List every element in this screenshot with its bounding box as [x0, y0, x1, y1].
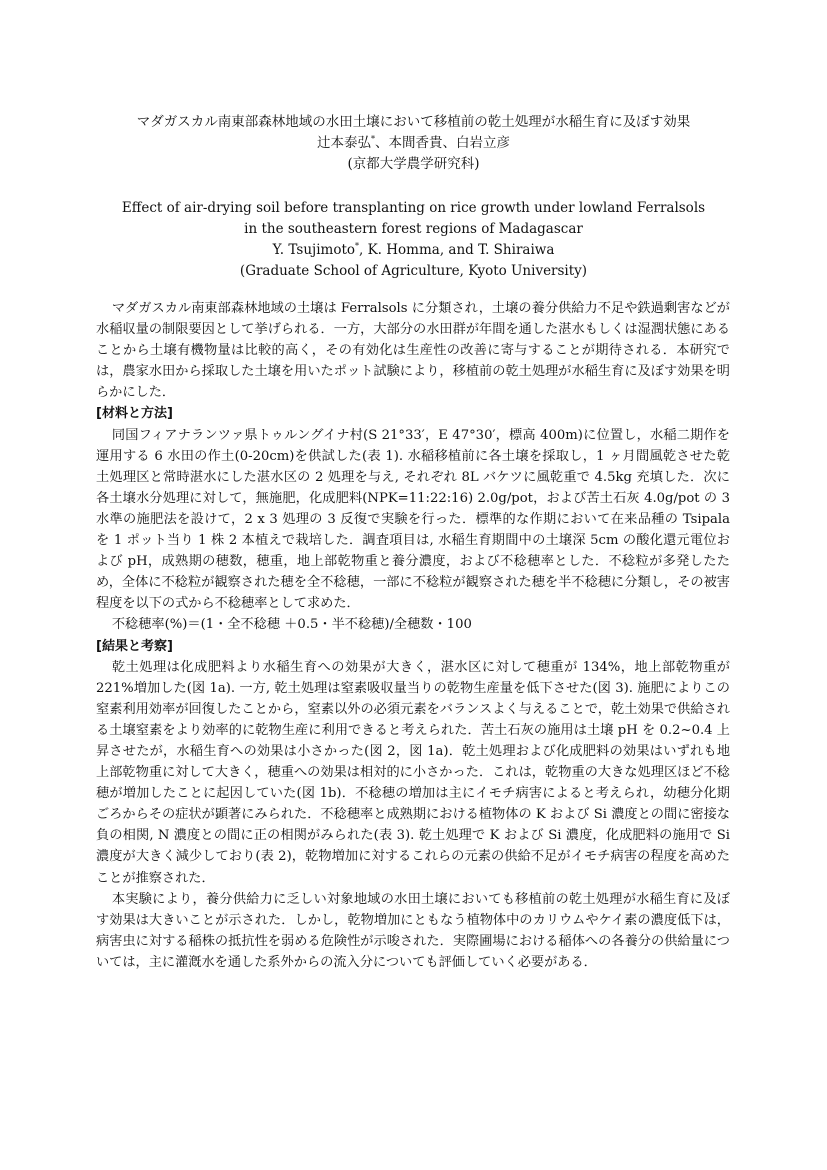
methods-heading: [材料と方法] — [96, 406, 173, 422]
sterility-formula: 不稔穂率(%)＝(1・全不稔穂 ＋0.5・半不稔穂)/全穂数・100 — [111, 617, 472, 633]
paper-body — [96, 298, 730, 973]
english-title-line-1: Effect of air-drying soil before transplanting on rice growth under lowland Ferralsols — [121, 200, 706, 216]
results-paragraph-2: 本実験により，養分供給力に乏しい対象地域の水田土壌においても移植前の乾土処理が水稲生育に及ぼす効果は大きいことが示された．しかし，乾物増加にともなう植物体中のカリウムやケイ素の濃度低下は，病害虫に対する稲株の抵抗性を弱める危険性が示唆された．実際圃場における稲体への各養分の供給量については，主に灌漑水を通した系外からの流入分についても評価していく必要がある． — [96, 891, 730, 970]
japanese-authors — [60, 133, 767, 154]
results-heading: [結果と考察] — [96, 638, 173, 654]
coauthors-en: , K. Homma, and T. Shiraiwa — [359, 242, 555, 258]
results-paragraph-1: 乾土処理は化成肥料より水稲生育への効果が大きく，湛水区に対して穂重が 134%，地上部乾物重が 221%増加した(図 1a). 一方, 乾土処理は窒素吸収量当りの乾物生産量を低下させた(図 3). 施肥によりこの窒素利用効率が回復したことから，窒素以外の必須元素をバランスよく与えることで，乾土効果で供給される土壌窒素をより効率的に乾物生産に利用できると考えられた．苦土石灰の施用は土壌 pH を 0.2~0.4 上昇させたが，水稲生育への効果は小さかった(図 2，図 1a)．乾土処理および化成肥料の効果はいずれも地上部乾物重に対して大きく，穂重への効果は相対的に小さかった．これは，乾物重の大きな処理区ほど不稔穂が増加したことに起因していた(図 1b)．不稔穂の増加は主にイモチ病害によると考えられ，幼穂分化期ごろからその症状が顕著にみられた．不稔穂率と成熟期における植物体の K および Si 濃度との間に密接な負の相関, N 濃度との間に正の相関がみられた(表 3). 乾土処理で K および Si 濃度，化成肥料の施用で Si 濃度が大きく減少しており(表 2)，乾物増加に対するこれらの元素の供給不足がイモチ病害の程度を高めたことが推察された． — [96, 659, 730, 886]
methods-paragraph: 同国フィアナランツァ県トゥルングイナ村(S 21°33′，E 47°30′，標高 400m)に位置し，水稲二期作を運用する 6 水田の作土(0-20cm)を供試した(表 1). 水稲移植前に各土壌を採取し，1 ヶ月間風乾させた乾土処理区と常時湛水にした湛水区の 2 処理を与え, それぞれ 8L バケツに風乾重で 4.5kg 充填した．次に各土壌水分処理に対して，無施肥，化成肥料(NPK=11:22:16) 2.0g/pot，および苦土石灰 4.0g/pot の 3 水準の施肥法を設けて，2 x 3 処理の 3 反復で実験を行った．標準的な作期において在来品種の Tsipala を 1 ポット当り 1 株 2 本植えで栽培した．調査項目は, 水稲生育期間中の土壌深 5cm の酸化還元電位および pH，成熟期の穂数，穂重，地上部乾物重と養分濃度，および不稔穂率とした．不稔粒が多発したため，全体に不稔粒が観察された穂を全不稔穂，一部に不稔粒が観察された穂を半不稔穂に分類し，その被害程度を以下の式から不稔穂率として求めた． — [96, 427, 730, 612]
coauthors-jp: 、本間香貴、白岩立彦 — [375, 135, 510, 151]
corresponding-mark-en: * — [355, 241, 360, 251]
english-header — [60, 198, 767, 282]
japanese-header — [60, 112, 767, 175]
first-author-en: Y. Tsujimoto — [272, 242, 356, 258]
first-author-jp: 辻本泰弘 — [317, 135, 371, 151]
intro-paragraph: マダガスカル南東部森林地域の土壌は Ferralsols に分類され，土壌の養分供給力不足や鉄過剰害などが水稲収量の制限要因として挙げられる．一方，大部分の水田群が年間を通した湛水もしくは湿潤状態にあることから土壌有機物量は比較的高く，その有効化は生産性の改善に寄与することが期待される．本研究では，農家水田から採取した土壌を用いたポット試験により，移植前の乾土処理が水稲生育に及ぼす効果を明らかにした． — [96, 301, 730, 401]
english-authors — [60, 240, 767, 261]
japanese-title: マダガスカル南東部森林地域の水田土壌において移植前の乾土処理が水稲生育に及ぼす効果 — [136, 114, 691, 130]
japanese-affiliation: (京都大学農学研究科) — [347, 156, 480, 172]
english-affiliation: (Graduate School of Agriculture, Kyoto University) — [239, 263, 588, 279]
english-title-line-2: in the southeastern forest regions of Madagascar — [244, 221, 583, 237]
corresponding-mark-jp: * — [371, 134, 375, 144]
